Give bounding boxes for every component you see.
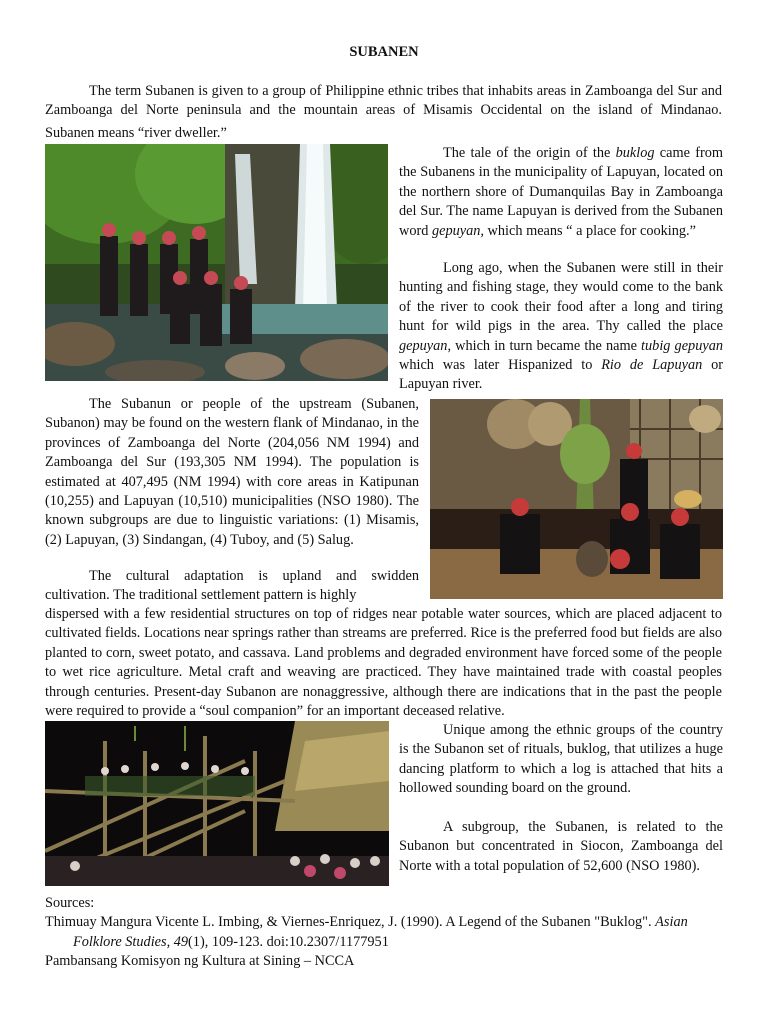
intro-last-line: Subanen means “river dweller.”: [45, 125, 227, 141]
sources-heading: Sources:: [45, 895, 95, 911]
cultural-paragraph-start: The cultural adaptation is upland and swidden cultivation. The traditional settlement pattern is highly: [45, 568, 419, 604]
subgroup-paragraph: A subgroup, the Subanen, is related to the Subanon but concentrated in Siocon, Zamboanga del Norte with a total population of 52,600 (NSO 1980).: [399, 819, 723, 874]
origin-paragraph: The tale of the origin of the buklog came from the Subanens in the municipality of Lapuyan, located on the northern shore of Dumanquilas Bay in Zamboanga del Sur. The name Lapuyan is derived from the Subanen word gepuyan, which means “ a place for cooking.”: [399, 145, 723, 239]
source-reference-1: Thimuay Mangura Vicente L. Imbing, & Viernes-Enriquez, J. (1990). A Legend of the Subanen "Buklog". Asian: [45, 914, 688, 930]
subanun-paragraph: The Subanun or people of the upstream (Subanen, Subanon) may be found on the western flank of Mindanao, in the provinces of Zamboanga del Norte (204,056 NM 1994) and Zamboanga del Sur (193,305 NM 1994). The population is estimated at 407,495 (NM 1994) with core areas in Katipunan (10,255) and Lapuyan (10,510) municipalities (NSO 1980). The known subgroups are due to linguistic variations: (1) Misamis, (2) Lapuyan, (3) Sindangan, (4) Tuboy, and (5) Salug.: [45, 396, 419, 548]
cultural-paragraph-rest: dispersed with a few residential structures on top of ridges near potable water sources, which are placed adjacent to cultivated fields. Locations near springs rather than streams are preferred. Rice is the preferred food but fields are also planted to corn, sweet potato, and cassava. Land problems and degraded environment have forced some of the people to wet rice agriculture. Metal craft and weaving are practiced. They have maintained trade with coastal peoples through centuries. Present-day Subanon are nonaggressive, although there are indications that in the past the people were required to provide a “soul companion” for an important deceased relative.: [45, 606, 722, 720]
source-reference-2: Pambansang Komisyon ng Kultura at Sining – NCCA: [45, 953, 355, 969]
waterfall-group-photo: [45, 144, 388, 381]
long-ago-paragraph: Long ago, when the Subanen were still in their hunting and fishing stage, they would come to the bank of the river to cook their food after a long and tiring hunt for wild pigs in the area. Thy called the place gepuyan, which in turn became the name tubig gepuyan which was later Hispanized to Rio de Lapuyan or Lapuyan river.: [399, 260, 723, 393]
page-title: SUBANEN: [349, 44, 419, 60]
buklog-platform-photo: [45, 721, 389, 886]
source-reference-1-cont: Folklore Studies, 49(1), 109-123. doi:10.2307/1177951: [73, 934, 389, 950]
buklog-paragraph: Unique among the ethnic groups of the country is the Subanon set of rituals, buklog, that utilizes a huge dancing platform to which a log is attached that hits a hollowed sounding board on the ground.: [399, 722, 723, 797]
intro-paragraph: The term Subanen is given to a group of Philippine ethnic tribes that inhabits areas in Zamboanga del Sur and Zamboanga del Norte peninsula and the mountain areas of Misamis Occidental on the island of Mindanao.: [45, 83, 722, 119]
ritual-interior-photo: [430, 399, 723, 599]
